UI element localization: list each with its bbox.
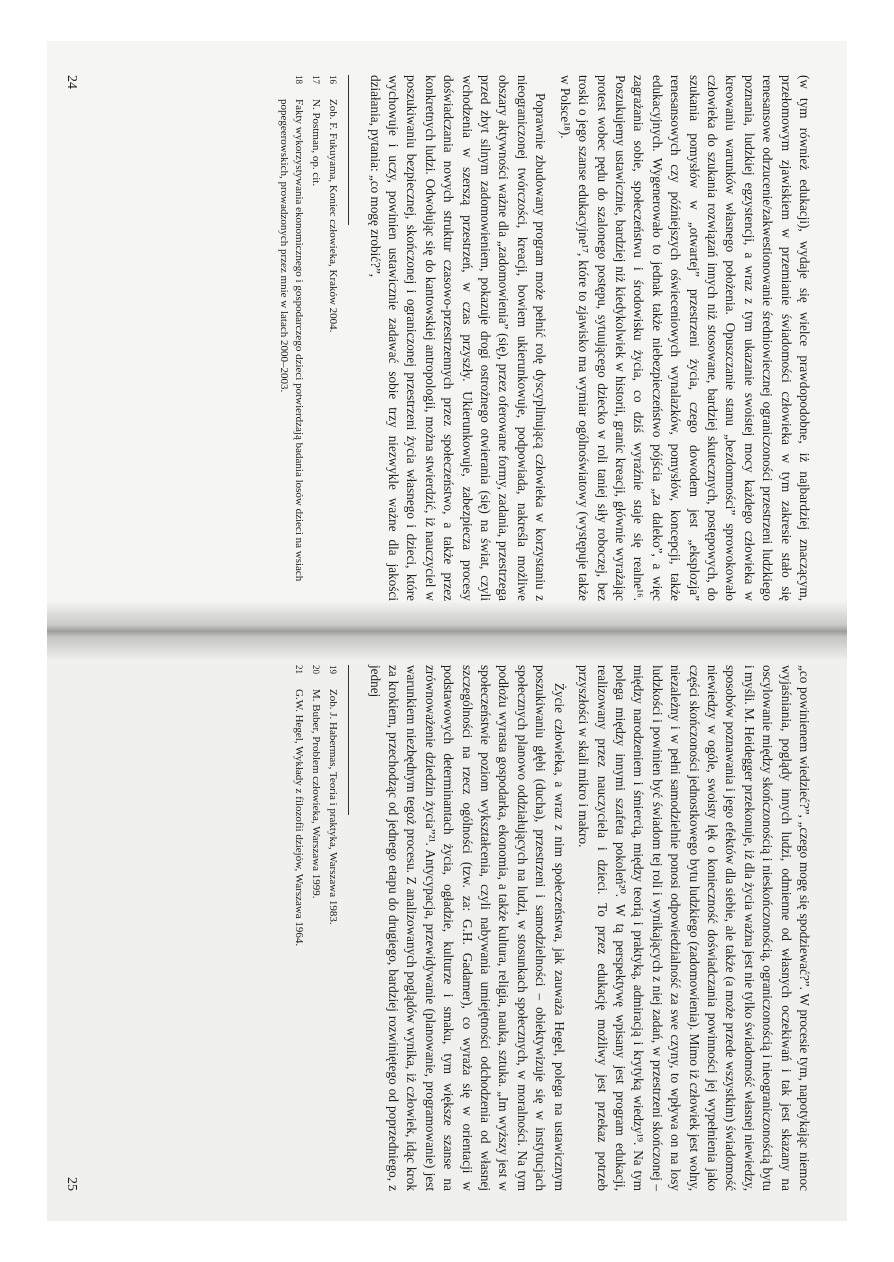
footnote-text: Zob. F. Fukuyama, Koniec człowieka, Kraków 2004. xyxy=(327,99,340,333)
page-number: 25 xyxy=(64,1177,79,1191)
book-spread xyxy=(47,41,847,1221)
body-paragraph: „co powinienem wiedzieć?”, „czego mogę się spodziewać?”. W procesie tym, napotykając niemoc wyjaśniania, poglądy innych ludzi, odmienne od własnych oczekiwań i tak jest skazany na oscylowanie między skończonością i nieskończonością, ograniczonością i nieograniczonością bytu i myśli. M. Heidegger przekonuje, iż dla życia ważna jest nie tylko świadomość własnej niewiedzy, sposobów poznawania i jego efektów dla siebie, ale także (a może przede wszystkim) świadomość niewiedzy w ogóle, swoisty lęk o konieczność doświadczania powinności jej wypełnienia jako części skończoności jednostkowego bytu ludzkiego (zadomowienia). Mimo iż człowiek jest wolny, niezależny i w pełni samodzielnie ponosi odpowiedzialność za swe czyny, to wpływa on na losy ludzkości i powinien być świadom tej roli i wynikających z niej zadań, w przestrzeni skończonej – między narodzeniem i śmiercią, między teorią i praktyką, admiracją i krytyką wiedzy¹⁹. Na tym polega między innymi szafeta pokoleń²⁰. W tą perspektywę wpisany jest program edukacji, realizowany przez nauczyciela i dzieci. To przez edukację możliwy jest przekaz potrzeb przyszłości w skali mikro i makro. xyxy=(576,665,812,1191)
footnote-text: N. Postman, op. cit. xyxy=(310,99,323,187)
footnote xyxy=(308,75,323,601)
footnotes xyxy=(291,665,340,1191)
footnote-number: 19 xyxy=(328,665,339,674)
footnote xyxy=(325,75,340,601)
footnote-text: Fakty wykorzystywania ekonomicznego i gospodarczego dzieci potwierdzają badania losów dzieci na wsiach popegeerowskich, prowadzonych przez mnie w latach 2000–2003. xyxy=(278,99,306,582)
right-page xyxy=(47,631,847,1221)
footnote xyxy=(308,665,323,1191)
footnote-number: 17 xyxy=(311,75,322,84)
footnote-number: 16 xyxy=(328,75,339,84)
footnote xyxy=(325,665,340,1191)
footnote xyxy=(276,75,306,601)
footnote-text: M. Buber, Problem człowieka, Warszawa 1999. xyxy=(310,689,323,899)
footnotes xyxy=(276,75,340,601)
page-number: 24 xyxy=(64,75,79,89)
footnote xyxy=(291,665,306,1191)
footnote-text: Zob. J. Habermas, Teoria i praktyka, Warszawa 1983. xyxy=(327,689,340,925)
footnote-number: 18 xyxy=(294,75,305,84)
footnote-text: G.W. Hegel, Wykłady z filozofii dziejów, Warszawa 1964. xyxy=(293,689,306,947)
footnote-divider xyxy=(348,665,349,815)
body-paragraph: (w tym również edukacji), wydaje się wielce prawdopodobne, iż najbardziej znaczącym, przełomowym zjawiskiem w przemianie świadomości człowieka w tym zakresie stało się renesansowe odrzucenie/zakwestionowanie średniowiecznej ograniczoności przestrzeni ludzkiego poznania, ludzkiej egzystencji, a wraz z tym ukazanie swoistej mocy każdego człowieka w kreowaniu warunków własnego położenia. Opuszczanie stanu „bezdomności” sprowokowało człowieka do szukania rozwiązań innych niż stosowane, bardziej skutecznych, postępowych, do szukania pomysłów w „otwartej” przestrzeni życia, czego dowodem jest „eksplozja” renesansowych czy późniejszych oświeceniowych wynalazków, pomysłów, koncepcji, także edukacyjnych. Wygenerowało to jednak także niebezpieczeństwo pójścia „za daleko”, a więc zagrażania sobie, społeczeństwu i środowisku życia, co dziś wyraźnie staje się realne¹⁶. Poszukujemy ustawicznie, bardziej niż kiedykolwiek w historii, granic kreacji, głównie wyrażając protest wobec pędu do szalonego postępu, sytuującego dziecko w roli taniej siły roboczej, bez troski o jego szanse edukacyjne¹⁷, które to zjawisko ma wymiar ogólnoświatowy (występuje także w Polsce¹⁸). xyxy=(557,75,812,601)
body-paragraph: Poprawnie zbudowany program może pełnić rolę dyscyplinującą człowieka w korzystaniu z nieograniczonej twórczości, kreacji, bowiem ukierunkowuje, podpowiada, nakreśla możliwe obszary aktywności ważne dla „zadomowienia” (się), przez oferowane formy, zadania, przestrzega przed zbyt silnym zadomowieniem, pokazuje drogi ostrożnego otwierania (się) na świat, czyli wchodzenia w szerszą przestrzeń, w czas przyszły. Ukierunkowuje, zabezpiecza procesy doświadczania nowych struktur czasowo-przestrzennych przez społeczeństwo, a także przez konkretnych ludzi. Odwołując się do kantowskiej antropologii, można stwierdzić, iż nauczyciel w poszukiwaniu bezpiecznej, skończonej i ograniczonej przestrzeni życia własnego i dzieci, które wychowuje i uczy, powinien ustawicznie zadawać sobie trzy niezwykle ważne dla jakości działania, pytania: „co mogę zrobić?”, xyxy=(367,75,549,601)
footnote-number: 20 xyxy=(311,665,322,674)
body-paragraph: Życie człowieka, a wraz z nim społeczeństwa, jak zauważa Hegel, polega na ustawicznym poszukiwaniu głębi (ducha), przestrzeni i samodzielności – obiektywizuje się w instytucjach społecznych planowo oddziałujących na ludzi, w stosunkach społecznych, w moralności. Na tym podłożu wyrasta gospodarka, ekonomia, a także kultura, religia, nauka, sztuka. „Im wyższy jest w społeczeństwie poziom wykształcenia, czyli nabywania umiejętności odchodzenia od własnej szczególności na rzecz ogólności (tzw. za: G.H. Gadamer), co wyraża się w orientacji w podstawowych determinantach życia, ogładzie, kulturze i smaku, tym większe szanse na zrównoważenie dziedzin życia”²¹. Antycypacja, przewidywanie (planowanie, programowanie) jest warunkiem niezbędnym tegoż procesu. Z analizowanych poglądów wynika, iż człowiek, idąc krok za krokiem, przechodząc od jednego etapu do drugiego, bardziej rozwiniętego od poprzedniego, z jednej xyxy=(367,665,567,1191)
footnote-number: 21 xyxy=(294,665,305,674)
footnote-divider xyxy=(348,75,349,225)
left-page xyxy=(47,41,847,631)
